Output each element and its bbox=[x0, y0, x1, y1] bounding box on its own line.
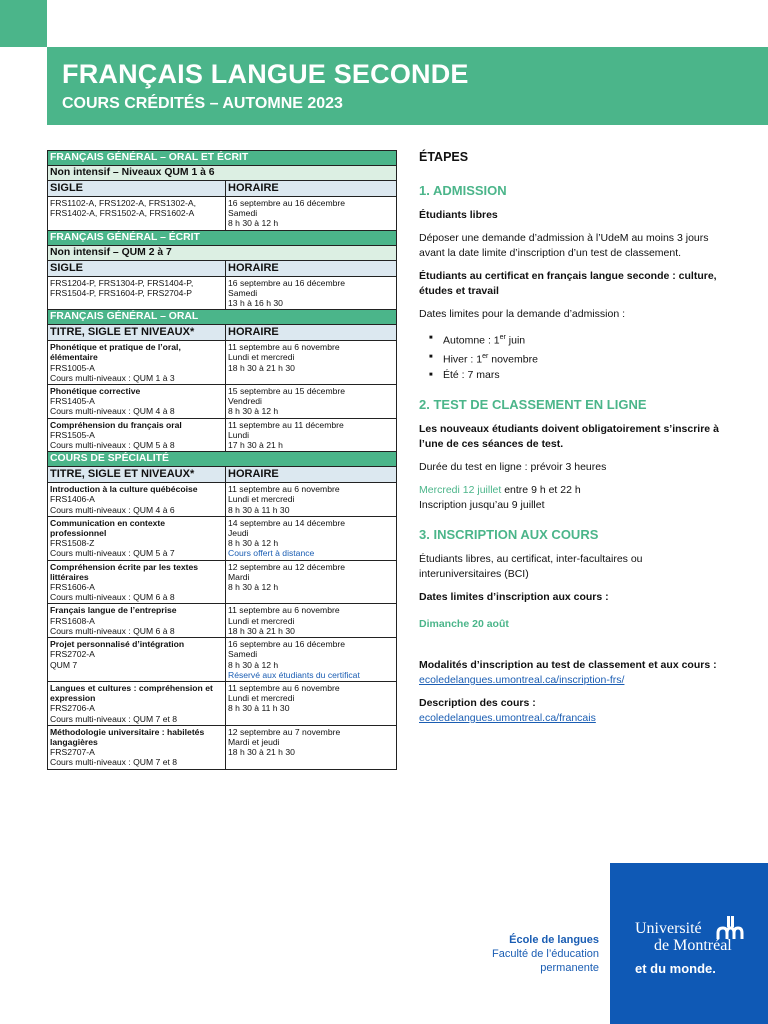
schedule-line: Mardi bbox=[228, 571, 250, 582]
course-row bbox=[48, 197, 397, 231]
course-detail: FRS1504-P, FRS1604-P, FRS2704-P bbox=[50, 287, 193, 298]
schedule-cell bbox=[226, 681, 397, 725]
registration-deadline: Dimanche 20 août bbox=[419, 618, 509, 630]
schedule-line: 11 septembre au 6 novembre bbox=[228, 605, 340, 616]
course-row bbox=[48, 385, 397, 419]
course-row bbox=[48, 725, 397, 769]
schedule-line: Lundi et mercredi bbox=[228, 693, 295, 704]
course-title: Phonétique et pratique de l’oral, élémentaire bbox=[50, 342, 181, 363]
deadline-summer: ■ Été : 7 mars bbox=[431, 367, 719, 383]
schedule-line: Lundi bbox=[228, 429, 250, 440]
course-row bbox=[48, 516, 397, 560]
course-cell bbox=[48, 276, 226, 310]
schedule-line: 8 h 30 à 12 h bbox=[228, 406, 279, 417]
course-detail: FRS1204-P, FRS1304-P, FRS1404-P, bbox=[50, 277, 194, 288]
course-detail: FRS1505-A bbox=[50, 429, 95, 440]
course-row bbox=[48, 638, 397, 682]
schedule-cell bbox=[226, 385, 397, 419]
column-header-course: TITRE, SIGLE ET NIVEAUX* bbox=[48, 467, 226, 483]
course-description: Description des cours : ecoledelangues.umontreal.ca/francais bbox=[419, 697, 596, 724]
column-header-schedule: HORAIRE bbox=[226, 467, 397, 483]
schedule-line: 16 septembre au 16 décembre bbox=[228, 639, 346, 650]
test-duration: Durée du test en ligne : prévoir 3 heures bbox=[419, 461, 607, 473]
course-detail: QUM 7 bbox=[50, 659, 78, 670]
registration-heading: 3. INSCRIPTION AUX COURS bbox=[419, 527, 599, 542]
course-row bbox=[48, 604, 397, 638]
schedule-cell bbox=[226, 483, 397, 517]
course-detail: Cours multi-niveaux : QUM 4 à 6 bbox=[50, 504, 175, 515]
section-subtitle: Non intensif – Niveaux QUM 1 à 6 bbox=[48, 166, 397, 181]
schedule-cell bbox=[226, 560, 397, 604]
schedule-line: 17 h 30 à 21 h bbox=[228, 440, 283, 451]
admission-heading: 1. ADMISSION bbox=[419, 183, 507, 198]
page-subtitle: COURS CRÉDITÉS – AUTOMNE 2023 bbox=[62, 95, 343, 112]
course-cell bbox=[48, 638, 226, 682]
course-detail: FRS1406-A bbox=[50, 494, 95, 505]
schedule-line: Lundi et mercredi bbox=[228, 352, 295, 363]
section-title: FRANÇAIS GÉNÉRAL – ORAL bbox=[48, 310, 397, 325]
schedule-cell bbox=[226, 418, 397, 452]
schedule-line: 11 septembre au 6 novembre bbox=[228, 484, 340, 495]
course-detail: Cours multi-niveaux : QUM 7 et 8 bbox=[50, 757, 178, 768]
university-emblem-icon bbox=[716, 915, 744, 941]
page-title: FRANÇAIS LANGUE SECONDE bbox=[62, 59, 469, 89]
section-subtitle: Non intensif – QUM 2 à 7 bbox=[48, 245, 397, 260]
course-cell bbox=[48, 418, 226, 452]
column-header-row bbox=[48, 325, 397, 341]
section-header-row bbox=[48, 151, 397, 166]
faculty-line1: Faculté de l’éducation bbox=[491, 948, 599, 960]
schedule-cell bbox=[226, 341, 397, 385]
course-detail: Cours multi-niveaux : QUM 6 à 8 bbox=[50, 592, 175, 603]
column-header-course: SIGLE bbox=[48, 181, 226, 197]
test-date: Mercredi 12 juillet bbox=[419, 484, 502, 496]
schedule-cell bbox=[226, 725, 397, 769]
course-title: Méthodologie universitaire : habiletés langagières bbox=[50, 726, 205, 747]
course-row bbox=[48, 418, 397, 452]
schedule-line: 11 septembre au 6 novembre bbox=[228, 342, 340, 353]
column-header-course: TITRE, SIGLE ET NIVEAUX* bbox=[48, 325, 226, 341]
column-header-course: SIGLE bbox=[48, 260, 226, 276]
university-logo bbox=[610, 863, 768, 1024]
course-row bbox=[48, 681, 397, 725]
schedule-line: 11 septembre au 6 novembre bbox=[228, 682, 340, 693]
course-detail: Cours multi-niveaux : QUM 6 à 8 bbox=[50, 625, 175, 636]
test-heading: 2. TEST DE CLASSEMENT EN LIGNE bbox=[419, 397, 647, 412]
course-title: Projet personnalisé d’intégration bbox=[50, 639, 185, 650]
schedule-note: Cours offert à distance bbox=[228, 548, 315, 559]
course-row bbox=[48, 483, 397, 517]
course-detail: FRS2706-A bbox=[50, 703, 95, 714]
university-tagline: et du monde. bbox=[635, 961, 716, 976]
schedule-note: Réservé aux étudiants du certificat bbox=[228, 669, 360, 680]
steps-panel bbox=[419, 150, 719, 734]
modalities: Modalités d’inscription au test de classement et aux cours : ecoledelangues.umontreal.ca/inscription-frs/ bbox=[419, 659, 717, 686]
school-logo-text bbox=[470, 933, 599, 975]
course-detail: Cours multi-niveaux : QUM 4 à 8 bbox=[50, 406, 175, 417]
column-header-row bbox=[48, 260, 397, 276]
corner-accent bbox=[0, 0, 47, 47]
course-detail: Cours multi-niveaux : QUM 5 à 7 bbox=[50, 548, 175, 559]
section-subtitle-row bbox=[48, 245, 397, 260]
course-title: Langues et cultures : compréhension et expression bbox=[50, 682, 213, 704]
schedule-line: 16 septembre au 16 décembre bbox=[228, 277, 346, 288]
course-cell bbox=[48, 483, 226, 517]
test-mandatory-text: Les nouveaux étudiants doivent obligatoirement s’inscrire à l’une de ces séances de test. bbox=[419, 423, 719, 450]
schedule-line: Lundi et mercredi bbox=[228, 615, 295, 626]
course-detail: FRS1608-A bbox=[50, 615, 95, 626]
schedule-line: Samedi bbox=[228, 649, 258, 660]
course-detail: Cours multi-niveaux : QUM 7 et 8 bbox=[50, 713, 178, 724]
schedule-line: 12 septembre au 7 novembre bbox=[228, 726, 341, 737]
course-cell bbox=[48, 385, 226, 419]
course-title: Phonétique corrective bbox=[50, 386, 141, 397]
course-cell bbox=[48, 516, 226, 560]
schedule-line: 14 septembre au 14 décembre bbox=[228, 517, 346, 528]
schedule-line: 8 h 30 à 12 h bbox=[228, 582, 279, 593]
section-header-row bbox=[48, 452, 397, 467]
schedule-cell bbox=[226, 604, 397, 638]
section-title: FRANÇAIS GÉNÉRAL – ORAL ET ÉCRIT bbox=[48, 151, 397, 166]
column-header-schedule: HORAIRE bbox=[226, 260, 397, 276]
course-cell bbox=[48, 560, 226, 604]
schedule-line: Lundi et mercredi bbox=[228, 494, 295, 505]
cert-students-label: Étudiants au certificat en français langue seconde : culture, études et travail bbox=[419, 270, 717, 297]
admission-deadlines-list bbox=[419, 330, 719, 383]
schedule-line: Mardi et jeudi bbox=[228, 736, 280, 747]
description-link[interactable]: ecoledelangues.umontreal.ca/francais bbox=[419, 712, 596, 724]
course-title: Communication en contexte professionnel bbox=[50, 517, 166, 539]
course-cell bbox=[48, 197, 226, 231]
schedule-line: 15 septembre au 15 décembre bbox=[228, 386, 346, 397]
schedule-line: 16 septembre au 16 décembre bbox=[228, 198, 346, 208]
course-title: Introduction à la culture québécoise bbox=[50, 484, 198, 495]
registration-deadline-label: Dates limites d’inscription aux cours : bbox=[419, 591, 609, 603]
column-header-schedule: HORAIRE bbox=[226, 325, 397, 341]
test-session: Mercredi 12 juillet entre 9 h et 22 h Inscription jusqu’au 9 juillet bbox=[419, 484, 581, 511]
schedule-line: 18 h 30 à 21 h 30 bbox=[228, 625, 295, 636]
course-row bbox=[48, 276, 397, 310]
registration-who: Étudiants libres, au certificat, inter-facultaires ou interuniversitaires (BCI) bbox=[419, 553, 643, 580]
schedule-line: 18 h 30 à 21 h 30 bbox=[228, 362, 295, 373]
column-header-schedule: HORAIRE bbox=[226, 181, 397, 197]
school-name: École de langues bbox=[509, 934, 599, 946]
course-detail: FRS1405-A bbox=[50, 396, 95, 407]
free-students-label: Étudiants libres bbox=[419, 209, 498, 221]
deadline-winter: ■ Hiver : 1er novembre bbox=[431, 349, 719, 368]
faculty-line2: permanente bbox=[540, 962, 599, 974]
schedule-line: 18 h 30 à 21 h 30 bbox=[228, 747, 295, 758]
schedule-line: 8 h 30 à 11 h 30 bbox=[228, 504, 290, 515]
university-name-line1: Université bbox=[635, 920, 702, 937]
section-title: COURS DE SPÉCIALITÉ bbox=[48, 452, 397, 467]
section-header-row bbox=[48, 230, 397, 245]
schedule-line: 11 septembre au 11 décembre bbox=[228, 419, 344, 430]
course-title: Compréhension du français oral bbox=[50, 419, 182, 430]
course-detail: FRS1402-A, FRS1502-A, FRS1602-A bbox=[50, 208, 195, 219]
schedule-line: Vendredi bbox=[228, 396, 262, 407]
course-detail: FRS1606-A bbox=[50, 582, 95, 593]
title-banner bbox=[47, 47, 768, 125]
course-detail: FRS2702-A bbox=[50, 649, 95, 660]
schedule-cell bbox=[226, 638, 397, 682]
steps-heading: ÉTAPES bbox=[419, 150, 469, 164]
schedule-line: 8 h 30 à 12 h bbox=[228, 659, 279, 670]
course-detail: Cours multi-niveaux : QUM 1 à 3 bbox=[50, 372, 175, 383]
column-header-row bbox=[48, 181, 397, 197]
course-row bbox=[48, 341, 397, 385]
section-subtitle-row bbox=[48, 166, 397, 181]
schedule-line: Samedi bbox=[228, 208, 258, 219]
schedule-line: 12 septembre au 12 décembre bbox=[228, 561, 346, 572]
course-row bbox=[48, 560, 397, 604]
deadline-autumn: ■ Automne : 1er juin bbox=[431, 330, 719, 349]
schedule-line: 13 h à 16 h 30 bbox=[228, 298, 283, 309]
schedule-cell bbox=[226, 276, 397, 310]
schedule-cell bbox=[226, 516, 397, 560]
schedule-line: 8 h 30 à 12 h bbox=[228, 538, 279, 549]
modalities-link[interactable]: ecoledelangues.umontreal.ca/inscription-frs/ bbox=[419, 674, 625, 686]
course-detail: FRS2707-A bbox=[50, 747, 95, 758]
section-title: FRANÇAIS GÉNÉRAL – ÉCRIT bbox=[48, 230, 397, 245]
schedule-line: 8 h 30 à 12 h bbox=[228, 218, 279, 229]
university-name-line2: de Montréal bbox=[654, 937, 732, 954]
course-cell bbox=[48, 341, 226, 385]
course-cell bbox=[48, 681, 226, 725]
deadlines-intro: Dates limites pour la demande d’admission : bbox=[419, 308, 626, 320]
course-title: Français langue de l’entreprise bbox=[50, 605, 177, 616]
course-title: Compréhension écrite par les textes littéraires bbox=[50, 561, 199, 582]
schedule-line: Samedi bbox=[228, 287, 258, 298]
schedule-cell bbox=[226, 197, 397, 231]
test-registration-deadline: Inscription jusqu’au 9 juillet bbox=[419, 499, 545, 511]
schedule-line: Jeudi bbox=[228, 528, 249, 539]
course-table bbox=[47, 150, 397, 770]
course-cell bbox=[48, 725, 226, 769]
course-detail: FRS1005-A bbox=[50, 362, 95, 373]
free-students-text: Déposer une demande d’admission à l’UdeM au moins 3 jours avant la date limite d’inscription d’un test de classement. bbox=[419, 232, 709, 259]
course-detail: FRS1102-A, FRS1202-A, FRS1302-A, bbox=[50, 198, 196, 208]
column-header-row bbox=[48, 467, 397, 483]
course-detail: FRS1508-Z bbox=[50, 538, 95, 549]
schedule-line: 8 h 30 à 11 h 30 bbox=[228, 703, 290, 714]
course-detail: Cours multi-niveaux : QUM 5 à 8 bbox=[50, 440, 175, 451]
course-cell bbox=[48, 604, 226, 638]
section-header-row bbox=[48, 310, 397, 325]
